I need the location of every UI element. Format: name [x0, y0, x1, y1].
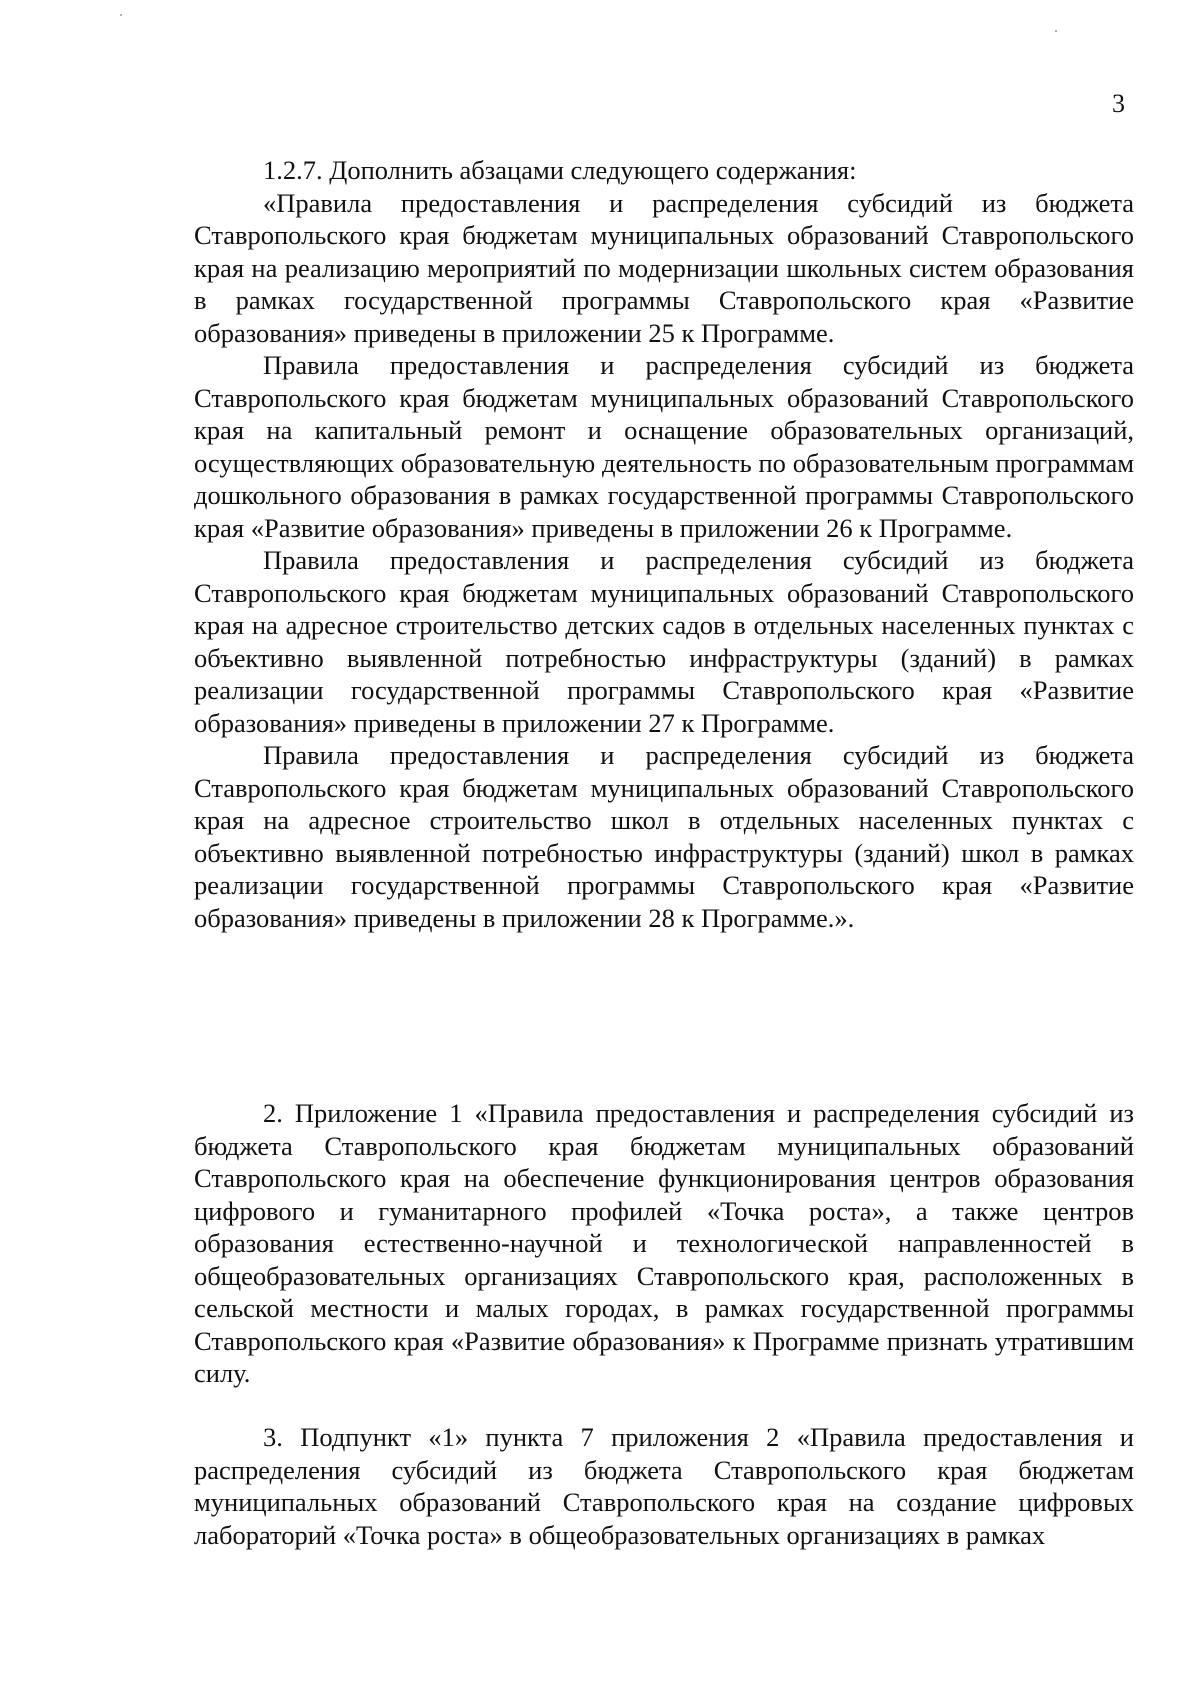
section-item-3 — [194, 1421, 1134, 1551]
paragraph-heading: 1.2.7. Дополнить абзацами следующего содержания: — [263, 155, 857, 185]
paragraph-item-3: 3. Подпункт «1» пункта 7 приложения 2 «Правила предоставления и распределения субсидий из бюджета Ставропольского края бюджетам муниципальных образований Ставропольского края на создание цифровых лабораторий «Точка роста» в общеобразовательных организациях в рамках — [194, 1422, 1134, 1550]
scan-speck — [1055, 30, 1057, 32]
paragraph-appendix-26: Правила предоставления и распределения субсидий из бюджета Ставропольского края бюджетам муниципальных образований Ставропольского края на капитальный ремонт и оснащение образовательных организаций, осуществляющих образовательную деятельность по образовательным программам дошкольного образования в рамках государственной программы Ставропольского края «Развитие образования» приведены в приложении 26 к Программе. — [194, 350, 1134, 543]
section-item-2 — [194, 1097, 1134, 1390]
paragraph-item-2: 2. Приложение 1 «Правила предоставления и распределения субсидий из бюджета Ставропольского края бюджетам муниципальных образований Ставропольского края на обеспечение функционирования центров образования цифрового и гуманитарного профилей «Точка роста», а также центров образования естественно-научной и технологической направленностей в общеобразовательных организациях Ставропольского края, расположенных в сельской местности и малых городах, в рамках государственной программы Ставропольского края «Развитие образования» к Программе признать утратившим силу. — [194, 1098, 1134, 1388]
scan-speck — [120, 14, 122, 16]
paragraph-appendix-25: «Правила предоставления и распределения субсидий из бюджета Ставропольского края бюджетам муниципальных образований Ставропольского края на реализацию мероприятий по модернизации школьных систем образования в рамках государственной программы Ставропольского края «Развитие образования» приведены в приложении 25 к Программе. — [194, 187, 1134, 348]
page-number: 3 — [1112, 89, 1125, 118]
paragraph-appendix-28: Правила предоставления и распределения субсидий из бюджета Ставропольского края бюджетам муниципальных образований Ставропольского края на адресное строительство школ в отдельных населенных пунктах с объективно выявленной потребностью инфраструктуры (зданий) школ в рамках реализации государственной программы Ставропольского края «Развитие образования» приведены в приложении 28 к Программе.». — [194, 740, 1134, 933]
paragraph-appendix-27: Правила предоставления и распределения субсидий из бюджета Ставропольского края бюджетам муниципальных образований Ставропольского края на адресное строительство детских садов в отдельных населенных пунктах с объективно выявленной потребностью инфраструктуры (зданий) в рамках реализации государственной программы Ставропольского края «Развитие образования» приведены в приложении 27 к Программе. — [194, 545, 1134, 738]
section-amendment-1-2-7 — [194, 154, 1134, 934]
